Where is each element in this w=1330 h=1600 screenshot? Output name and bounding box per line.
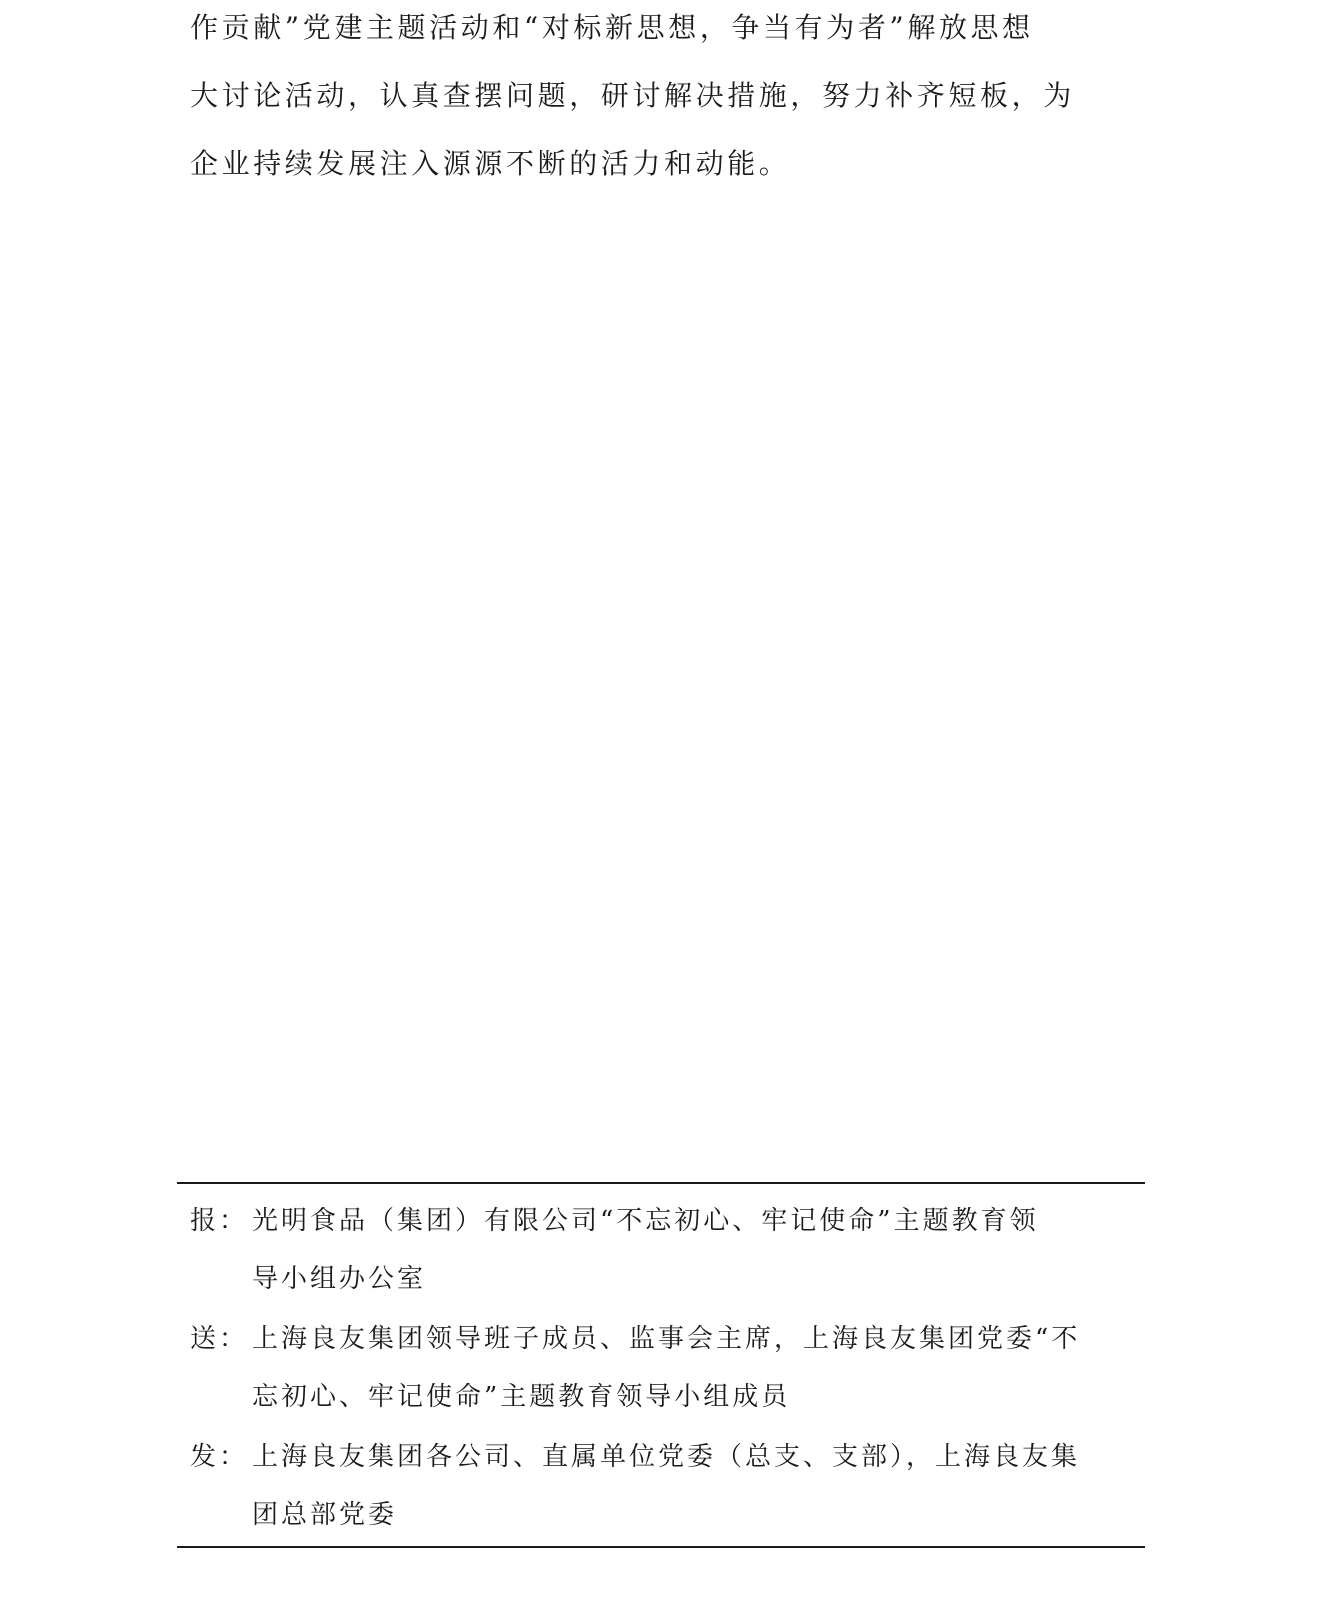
send-to-text-line-2: 忘初心、牢记使命”主题教育领导小组成员 <box>252 1382 791 1412</box>
body-line-3: 企业持续发展注入源源不断的活力和动能。 <box>190 147 791 180</box>
body-paragraph <box>190 0 1145 204</box>
issue-to-text-line-1: 上海良友集团各公司、直属单位党委（总支、支部），上海良友集 <box>252 1442 1081 1472</box>
top-rule <box>177 1182 1145 1184</box>
bottom-rule <box>177 1546 1145 1548</box>
issue-to-label: 发： <box>190 1442 249 1472</box>
issue-to-entry <box>190 1428 1080 1544</box>
body-line-2: 大讨论活动，认真查摆问题，研讨解决措施，努力补齐短板，为 <box>190 79 1075 112</box>
report-to-label: 报： <box>190 1206 249 1236</box>
send-to-entry <box>190 1310 1080 1426</box>
report-to-entry <box>190 1192 1039 1308</box>
report-to-text-line-2: 导小组办公室 <box>252 1264 427 1294</box>
send-to-label: 送： <box>190 1324 249 1354</box>
distribution-block <box>177 1182 1145 1530</box>
report-to-text-line-1: 光明食品（集团）有限公司“不忘初心、牢记使命”主题教育领 <box>252 1206 1039 1236</box>
issue-to-text-line-2: 团总部党委 <box>252 1500 398 1530</box>
body-line-1: 作贡献”党建主题活动和“对标新思想，争当有为者”解放思想 <box>190 11 1034 44</box>
send-to-text-line-1: 上海良友集团领导班子成员、监事会主席，上海良友集团党委“不 <box>252 1324 1081 1354</box>
